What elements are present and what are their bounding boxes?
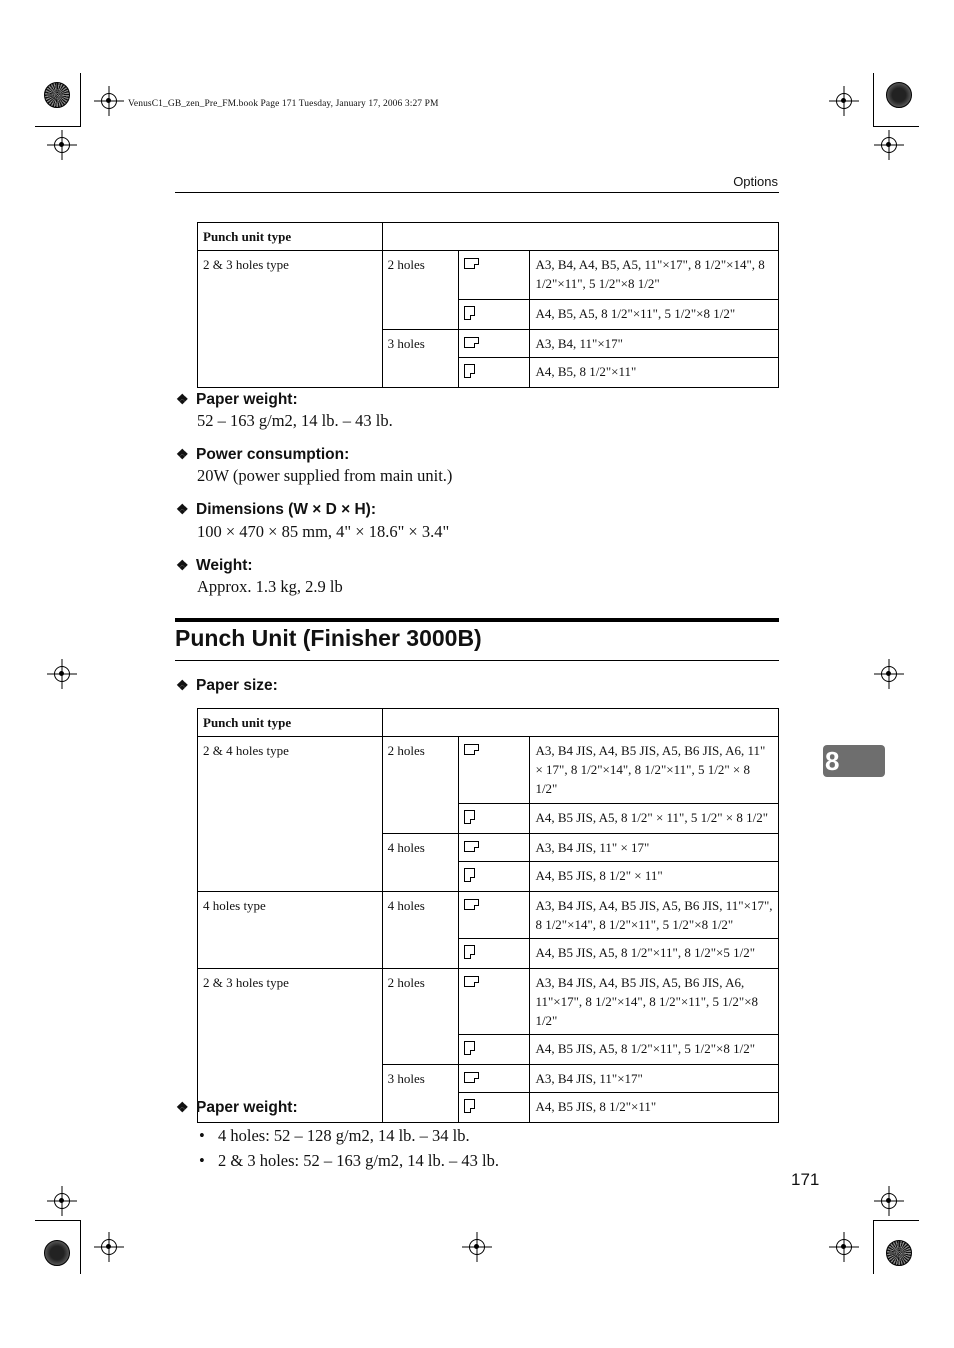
- orientation-cell: [458, 834, 530, 862]
- registration-disc-icon: [44, 82, 70, 108]
- holes-cell: 2 holes: [382, 737, 458, 834]
- paper-size-cell: A4, B5 JIS, A5, 8 1/2" × 11", 5 1/2" × 8 1/2": [530, 804, 779, 834]
- paper-portrait-icon: [464, 810, 475, 824]
- paper-landscape-icon: [464, 976, 479, 987]
- paper-size-cell: A4, B5, A5, 8 1/2"×11", 5 1/2"×8 1/2": [530, 300, 779, 330]
- paper-landscape-icon: [464, 841, 479, 852]
- table-header-cell: Punch unit type: [198, 223, 383, 251]
- chapter-tab: 8: [823, 745, 885, 777]
- paper-size-cell: A3, B4, A4, B5, A5, 11"×17", 8 1/2"×14", 8 1/2"×11", 5 1/2"×8 1/2": [530, 251, 779, 300]
- crosshair-icon: [836, 1239, 852, 1255]
- orientation-cell: [458, 737, 530, 804]
- punch-type-cell: 4 holes type: [198, 892, 383, 969]
- crop-mark: [873, 1220, 919, 1221]
- paper-landscape-icon: [464, 337, 479, 348]
- paper-size-cell: A3, B4 JIS, A4, B5 JIS, A5, B6 JIS, 11"×17", 8 1/2"×14", 8 1/2"×11", 5 1/2"×8 1/2": [530, 892, 779, 939]
- paper-portrait-icon: [464, 1041, 475, 1055]
- page-number: 171: [791, 1170, 820, 1189]
- running-head: Options: [733, 174, 778, 189]
- paper-size-cell: A4, B5 JIS, 8 1/2" × 11": [530, 862, 779, 892]
- paper-size-cell: A3, B4, 11"×17": [530, 330, 779, 358]
- diamond-bullet-icon: ❖: [176, 446, 189, 462]
- header-rule: [175, 192, 779, 193]
- crosshair-icon: [836, 93, 852, 109]
- paper-portrait-icon: [464, 306, 475, 320]
- section-title: Punch Unit (Finisher 3000B): [175, 625, 482, 651]
- diamond-bullet-icon: ❖: [176, 557, 189, 573]
- table-header-cell: Punch unit type: [198, 709, 383, 737]
- orientation-cell: [458, 1093, 530, 1123]
- crosshair-icon: [101, 93, 117, 109]
- table-row: [198, 251, 779, 300]
- holes-cell: 4 holes: [382, 892, 458, 969]
- paper-size-cell: A3, B4 JIS, 11"×17": [530, 1065, 779, 1093]
- paper-size-cell: A3, B4 JIS, A4, B5 JIS, A5, B6 JIS, A6, 11" × 17", 8 1/2"×14", 8 1/2"×11", 5 1/2" × 8 1/2": [530, 737, 779, 804]
- orientation-cell: [458, 251, 530, 300]
- orientation-cell: [458, 300, 530, 330]
- punch-table-2: [197, 708, 779, 1123]
- paper-size-cell: A4, B5, 8 1/2"×11": [530, 358, 779, 388]
- paper-portrait-icon: [464, 945, 475, 959]
- holes-cell: 4 holes: [382, 834, 458, 892]
- punch-type-cell: 2 & 3 holes type: [198, 969, 383, 1123]
- weight-value: Approx. 1.3 kg, 2.9 lb: [197, 577, 343, 596]
- paper-size-cell: A3, B4 JIS, 11" × 17": [530, 834, 779, 862]
- orientation-cell: [458, 939, 530, 969]
- paper-landscape-icon: [464, 744, 479, 755]
- crosshair-icon: [881, 137, 897, 153]
- orientation-cell: [458, 358, 530, 388]
- crop-mark: [35, 1220, 81, 1221]
- section-rule-top: [175, 618, 779, 622]
- holes-cell: 3 holes: [382, 330, 458, 388]
- crop-mark: [873, 126, 919, 127]
- orientation-cell: [458, 862, 530, 892]
- paper-landscape-icon: [464, 1072, 479, 1083]
- paper-portrait-icon: [464, 868, 475, 882]
- paper-size-cell: A4, B5 JIS, 8 1/2"×11": [530, 1093, 779, 1123]
- diamond-bullet-icon: ❖: [176, 391, 189, 407]
- orientation-cell: [458, 1065, 530, 1093]
- section-rule-bottom: [175, 660, 779, 661]
- paper-portrait-icon: [464, 364, 475, 378]
- crop-mark: [873, 73, 874, 127]
- diamond-bullet-icon: ❖: [176, 501, 189, 517]
- table-row: [198, 709, 779, 737]
- table-row: [198, 737, 779, 804]
- weight-heading: ❖ Weight:: [176, 557, 253, 574]
- orientation-cell: [458, 1035, 530, 1065]
- punch-type-cell: 2 & 3 holes type: [198, 251, 383, 388]
- list-item: • 2 & 3 holes: 52 – 163 g/m2, 14 lb. – 43 lb.: [197, 1151, 499, 1176]
- registration-disc-icon: [44, 1240, 70, 1266]
- paper-landscape-icon: [464, 258, 479, 269]
- dimensions-value: 100 × 470 × 85 mm, 4" × 18.6" × 3.4": [197, 522, 450, 541]
- holes-cell: 2 holes: [382, 969, 458, 1065]
- punch-table-1: [197, 222, 779, 388]
- paper-weight-value: 52 – 163 g/m2, 14 lb. – 43 lb.: [197, 411, 393, 430]
- orientation-cell: [458, 892, 530, 939]
- paper-landscape-icon: [464, 899, 479, 910]
- crosshair-icon: [101, 1239, 117, 1255]
- orientation-cell: [458, 969, 530, 1035]
- power-heading: ❖ Power consumption:: [176, 446, 350, 463]
- list-item: • 4 holes: 52 – 128 g/m2, 14 lb. – 34 lb.: [197, 1126, 499, 1151]
- crosshair-icon: [881, 666, 897, 682]
- registration-disc-icon: [886, 1240, 912, 1266]
- paper-weight-list: [197, 1126, 499, 1176]
- power-value: 20W (power supplied from main unit.): [197, 466, 453, 485]
- crop-mark: [873, 1220, 874, 1274]
- crosshair-icon: [881, 1193, 897, 1209]
- diamond-bullet-icon: ❖: [176, 1099, 189, 1115]
- orientation-cell: [458, 330, 530, 358]
- table-row: [198, 223, 779, 251]
- dimensions-heading: ❖ Dimensions (W × D × H):: [176, 501, 376, 518]
- crop-mark: [80, 1220, 81, 1274]
- crosshair-icon: [54, 666, 70, 682]
- holes-cell: 3 holes: [382, 1065, 458, 1123]
- crosshair-icon: [469, 1239, 485, 1255]
- table-header-blank: [382, 709, 778, 737]
- paper-size-cell: A3, B4 JIS, A4, B5 JIS, A5, B6 JIS, A6, 11"×17", 8 1/2"×14", 8 1/2"×11", 5 1/2"×8 1/2": [530, 969, 779, 1035]
- paper-weight-heading-2: ❖ Paper weight:: [176, 1099, 298, 1116]
- diamond-bullet-icon: ❖: [176, 677, 189, 693]
- registration-disc-icon: [886, 82, 912, 108]
- table-row: [198, 969, 779, 1035]
- table-row: [198, 892, 779, 939]
- printer-slug-line: VenusC1_GB_zen_Pre_FM.book Page 171 Tuesday, January 17, 2006 3:27 PM: [128, 99, 439, 109]
- orientation-cell: [458, 804, 530, 834]
- paper-size-cell: A4, B5 JIS, A5, 8 1/2"×11", 5 1/2"×8 1/2": [530, 1035, 779, 1065]
- holes-cell: 2 holes: [382, 251, 458, 330]
- paper-portrait-icon: [464, 1099, 475, 1113]
- paper-size-heading: ❖ Paper size:: [176, 677, 278, 694]
- table-header-blank: [382, 223, 778, 251]
- paper-size-cell: A4, B5 JIS, A5, 8 1/2"×11", 8 1/2"×5 1/2": [530, 939, 779, 969]
- paper-weight-heading: ❖ Paper weight:: [176, 391, 298, 408]
- crop-mark: [80, 73, 81, 127]
- punch-type-cell: 2 & 4 holes type: [198, 737, 383, 892]
- crop-mark: [35, 126, 81, 127]
- crosshair-icon: [54, 137, 70, 153]
- crosshair-icon: [54, 1193, 70, 1209]
